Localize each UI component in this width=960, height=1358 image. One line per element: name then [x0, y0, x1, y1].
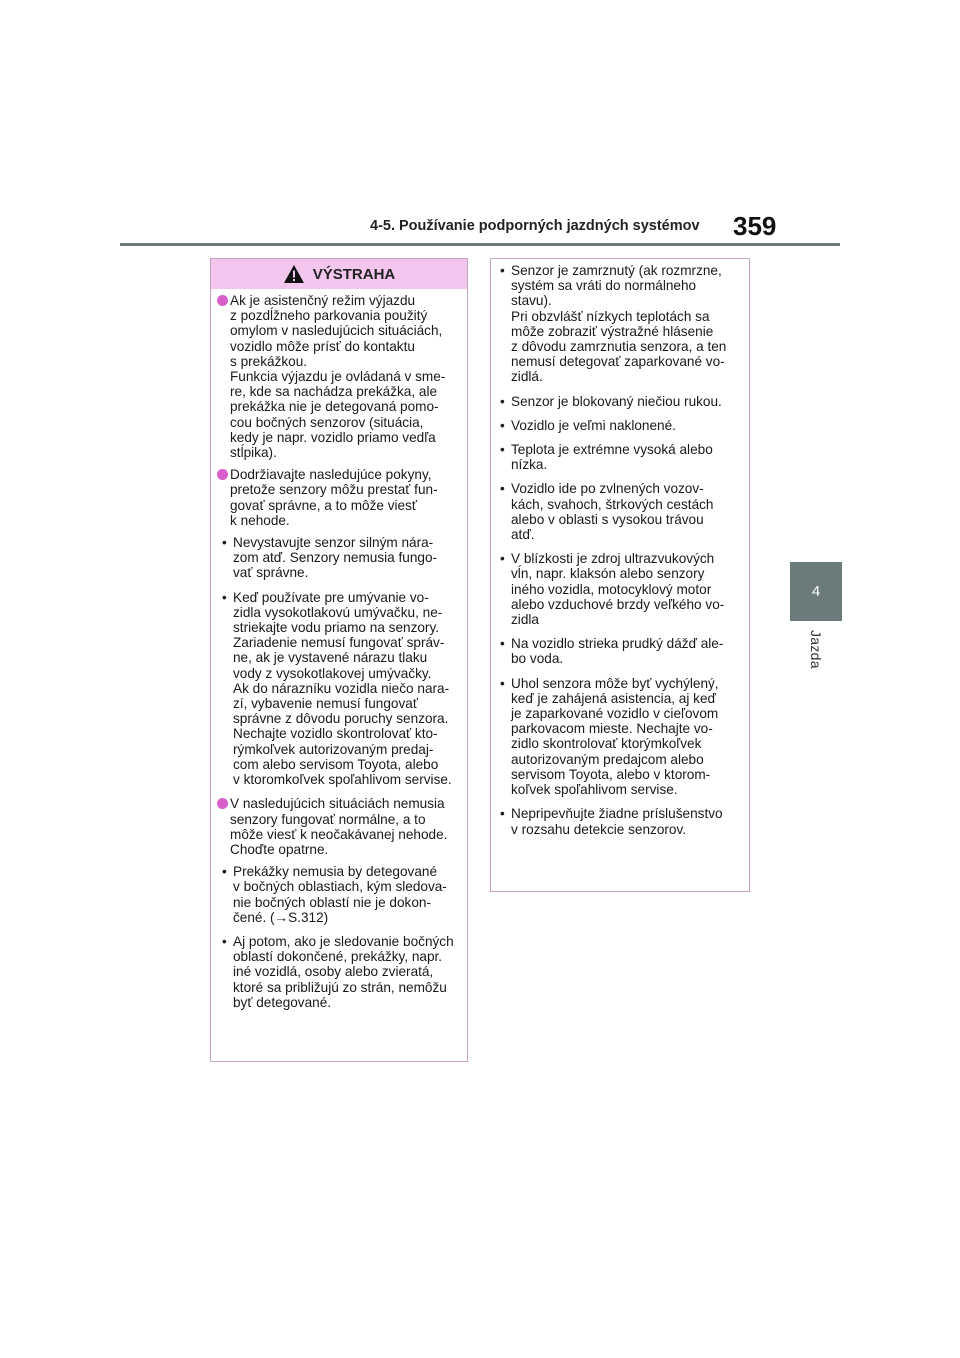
text-line: nie bočných oblastí nie je dokon- — [233, 894, 431, 910]
text-line: Ak je asistenčný režim výjazdu — [230, 293, 416, 308]
text-line: V nasledujúcich situáciách nemusia — [230, 796, 445, 812]
chapter-tab[interactable] — [790, 562, 842, 621]
bullet-dot-icon: • — [222, 933, 227, 949]
bullet-dot-icon: • — [222, 589, 227, 605]
text-line: Senzor je blokovaný niečiou rukou. — [511, 393, 722, 409]
text-line: Uhol senzora môže byť vychýlený, — [511, 675, 719, 691]
bullet-item — [495, 418, 745, 433]
circle-bullet-item — [217, 796, 461, 857]
magenta-circle-bullet-icon — [217, 295, 228, 306]
text-line: alebo v oblasti s vysokou trávou — [511, 511, 704, 527]
text-line: Aj potom, ako je sledovanie bočných — [233, 933, 454, 949]
chapter-label — [796, 630, 836, 690]
text-line: oblastí dokončené, prekážky, napr. — [233, 949, 443, 965]
magenta-circle-bullet-icon — [217, 798, 228, 809]
text-line: striekajte vodu priamo na senzory. — [233, 620, 440, 636]
text-line: pretože senzory môžu prestať fun- — [230, 482, 438, 498]
bullet-dot-icon: • — [500, 417, 505, 433]
section-title: 4-5. Používanie podporných jazdných systémov — [370, 218, 700, 234]
text-line: Nepripevňujte žiadne príslušenstvo — [511, 806, 723, 822]
circle-bullet-item — [217, 293, 461, 460]
text-line: Vozidlo je veľmi naklonené. — [511, 417, 676, 433]
text-line: bo voda. — [511, 651, 564, 667]
bullet-dot-icon: • — [500, 675, 505, 691]
warning-triangle-icon — [283, 264, 305, 284]
text-line: kedy je napr. vozidlo priamo vedľa — [230, 429, 436, 445]
text-line: Nechajte vozidlo skontrolovať kto- — [233, 726, 438, 742]
text-line: ne, ak je vystavené nárazu tlaku — [233, 650, 428, 666]
text-line: zidlá. — [511, 369, 543, 385]
text-line: kách, svahoch, štrkových cestách — [511, 496, 714, 512]
text-line: koľvek spoľahlivom servise. — [511, 782, 678, 798]
text-line: alebo vzduchové brzdy veľkého vo- — [511, 596, 725, 612]
text-line: Senzor je zamrznutý (ak rozmrzne, — [511, 263, 722, 278]
text-line: stavu). — [511, 293, 552, 309]
text-line: nízka. — [511, 457, 548, 473]
text-line: vĺn, napr. klaksón alebo senzory — [511, 566, 705, 582]
text-line: govať správne, a to môže viesť — [230, 497, 418, 513]
bullet-dot-icon: • — [500, 393, 505, 409]
bullet-item — [495, 676, 745, 798]
bullet-dot-icon: • — [222, 864, 227, 880]
continuation-box — [490, 258, 750, 892]
text-line: správne z dôvodu poruchy senzora. — [233, 711, 449, 727]
text-line: servisom Toyota, alebo v ktorom- — [511, 766, 711, 782]
text-line: Na vozidlo strieka prudký dážď ale- — [511, 636, 724, 652]
text-line: vody z vysokotlakovej umývačky. — [233, 665, 432, 681]
bullet-item — [495, 806, 745, 836]
text-line: s prekážkou. — [230, 353, 308, 369]
bullet-dot-icon: • — [500, 481, 505, 497]
bullet-item — [495, 551, 745, 627]
header-divider — [120, 243, 840, 246]
text-line: atď. — [511, 527, 535, 543]
bullet-item — [495, 263, 745, 385]
bullet-item — [217, 535, 461, 581]
text-line: V blízkosti je zdroj ultrazvukových — [511, 551, 715, 567]
magenta-circle-bullet-icon — [217, 469, 228, 480]
text-line: zidla — [511, 612, 539, 628]
text-line: Choďte opatrne. — [230, 841, 329, 857]
text-line: com alebo servisom Toyota, alebo — [233, 756, 439, 772]
text-line: omylom v nasledujúcich situáciách, — [230, 323, 443, 339]
text-line: re, kde sa nachádza prekážka, ale — [230, 384, 438, 400]
bullet-dot-icon: • — [500, 551, 505, 567]
text-line: nemusí detegovať zaparkované vo- — [511, 354, 725, 370]
bullet-item — [495, 636, 745, 666]
text-line: môže viesť k neočakávanej nehode. — [230, 826, 448, 842]
text-line: iného vozidla, motocyklový motor — [511, 581, 712, 597]
text-line: z pozdĺžneho parkovania použitý — [230, 308, 428, 324]
text-line: Dodržiavajte nasledujúce pokyny, — [230, 467, 432, 483]
text-line: zidla vysokotlakovú umývačku, ne- — [233, 604, 443, 620]
text-line: Nevystavujte senzor silným nára- — [233, 535, 434, 551]
bullet-item — [495, 394, 745, 409]
text-line: v rozsahu detekcie senzorov. — [511, 821, 687, 837]
text-line: Ak do nárazníku vozidla niečo nara- — [233, 680, 450, 696]
warning-header — [211, 259, 467, 289]
text-line: vať správne. — [233, 565, 309, 581]
circle-bullet-item — [217, 467, 461, 528]
text-line: Funkcia výjazdu je ovládaná v sme- — [230, 369, 446, 385]
text-line: stĺpika). — [230, 445, 277, 461]
text-line: zí, vybavenie nemusí fungovať — [233, 696, 418, 712]
text-line: senzory fungovať normálne, a to — [230, 811, 426, 827]
chapter-number: 4 — [811, 583, 821, 600]
text-line: Teplota je extrémne vysoká alebo — [511, 442, 713, 458]
bullet-dot-icon: • — [500, 806, 505, 822]
text-line: systém sa vráti do normálneho — [511, 278, 697, 294]
text-line: autorizovaným predajcom alebo — [511, 751, 704, 767]
bullet-item — [217, 864, 461, 925]
text-line: je zaparkované vozidlo v cieľovom — [511, 706, 719, 722]
text-line: môže zobraziť výstražné hlásenie — [511, 323, 714, 339]
bullet-item — [217, 590, 461, 788]
bullet-dot-icon: • — [500, 442, 505, 458]
bullet-dot-icon: • — [222, 535, 227, 551]
text-line: Zariadenie nemusí fungovať správ- — [233, 635, 445, 651]
text-line: Vozidlo ide po zvlnených vozov- — [511, 481, 704, 497]
bullet-item — [495, 442, 745, 472]
text-line: cou bočných senzorov (situácia, — [230, 414, 424, 430]
text-line: zidlo skontrolovať ktorýmkoľvek — [511, 736, 702, 752]
text-line: Keď používate pre umývanie vo- — [233, 589, 429, 605]
text-line: parkovacom mieste. Nechajte vo- — [511, 721, 713, 737]
text-line: vozidlo môže prísť do kontaktu — [230, 338, 415, 354]
bullet-item — [217, 934, 461, 1010]
text-line: Prekážky nemusia by detegované — [233, 864, 438, 880]
text-line: k nehode. — [230, 512, 290, 528]
text-line: čené. (→S.312) — [233, 909, 329, 925]
text-line: iné vozidlá, osoby alebo zvieratá, — [233, 964, 434, 980]
warning-box — [210, 258, 468, 1062]
warning-title: VÝSTRAHA — [312, 265, 396, 283]
bullet-dot-icon: • — [500, 636, 505, 652]
chapter-label-text: Jazda — [808, 630, 824, 669]
text-line: zom atď. Senzory nemusia fungo- — [233, 550, 438, 566]
page-number: 359 — [733, 211, 777, 241]
text-line: ktoré sa približujú zo strán, nemôžu — [233, 979, 447, 995]
text-line: prekážka nie je detegovaná pomo- — [230, 399, 439, 415]
text-line: Pri obzvlášť nízkych teplotách sa — [511, 308, 710, 324]
text-line: rýmkoľvek autorizovaným predaj- — [233, 741, 434, 757]
text-line: z dôvodu zamrznutia senzora, a ten — [511, 339, 727, 355]
warning-body — [211, 289, 467, 1010]
text-line: byť detegované. — [233, 994, 332, 1010]
bullet-dot-icon: • — [500, 263, 505, 278]
text-line: v ktoromkoľvek spoľahlivom servise. — [233, 772, 452, 788]
bullet-item — [495, 481, 745, 542]
text-line: v bočných oblastiach, kým sledova- — [233, 879, 447, 895]
text-line: keď je zahájená asistencia, aj keď — [511, 690, 716, 706]
